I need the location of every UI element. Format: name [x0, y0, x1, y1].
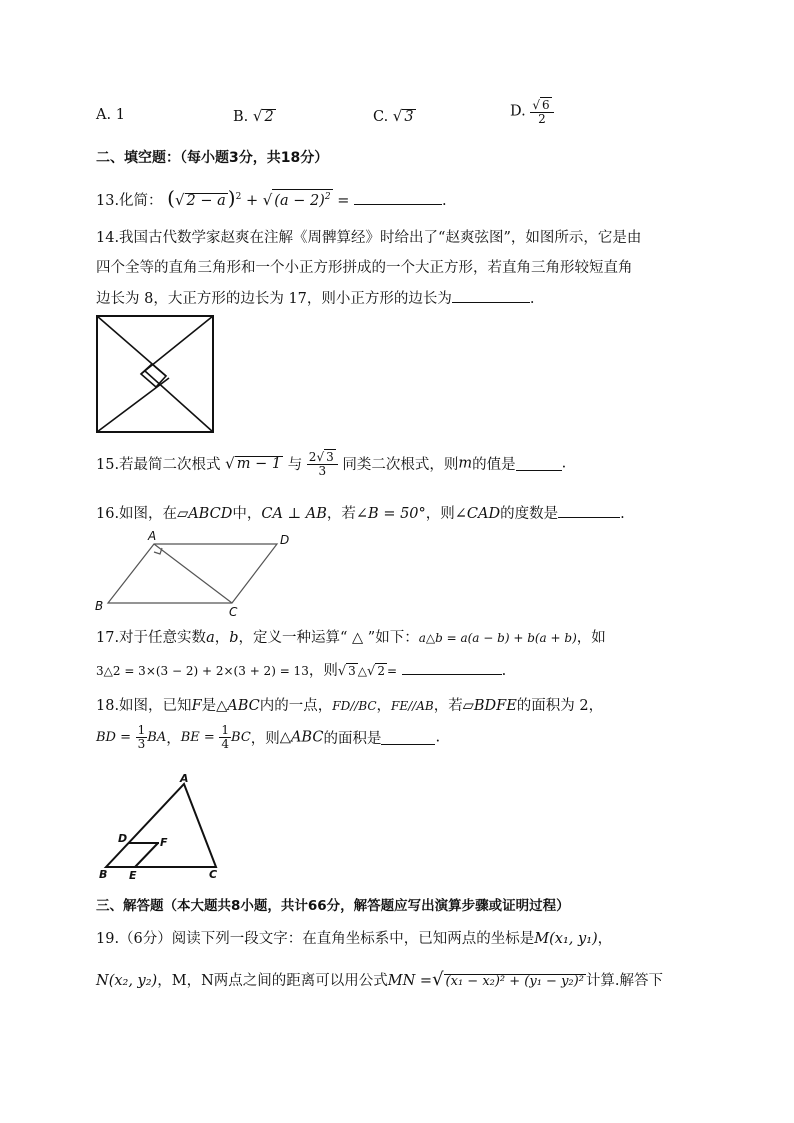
q13-answer-blank[interactable] [354, 190, 442, 205]
segment-fe [135, 843, 158, 867]
radical-sign: √ [252, 107, 263, 125]
option-c [373, 107, 416, 125]
q16-answer-blank[interactable] [558, 503, 620, 518]
q13-radicand-2: $(a - 2)^2$ [272, 189, 332, 208]
question-15: 15.若最简二次根式 √ m − 1 与 $\frac{2√ 3}{3}$ 同类二次根式，则m的值是 . [96, 450, 567, 478]
vertex-d: D [118, 832, 128, 845]
vertex-c: C [209, 868, 218, 881]
q13-prefix: 13.化简： [96, 193, 163, 209]
triangle-abc [106, 784, 216, 867]
q14-line-3-text: 边长为 8，大正方形的边长为 17，则小正方形的边长为 [96, 291, 452, 307]
q15-var: m [458, 455, 473, 472]
q18-line-1: 18.如图，已知F是△ABC内的一点，FD//BC，FE//AB，若▱BDFE的面积为 2， [96, 698, 604, 714]
option-d [510, 97, 554, 126]
zhao-shuang-figure [96, 315, 216, 435]
q14-line-2: 四个全等的直角三角形和一个小正方形拼成的一个大正方形，若直角三角形较短直角 [96, 260, 633, 276]
option-b-label: B. [233, 109, 249, 125]
outer-square [97, 316, 213, 432]
q13-plus: + [245, 193, 259, 209]
option-d-numerator: 6 [541, 98, 550, 112]
q16-condition-1: CA ⊥ AB [261, 506, 327, 522]
q19-point-m: M(x₁, y₁) [534, 931, 598, 947]
question-16: 16.如图，在▱ABCD中，CA ⊥ AB，若∠B = 50°，则∠CAD的度数是 . [96, 502, 625, 523]
option-d-fraction: $\frac{√ 6}{2}$ [530, 97, 553, 126]
section-heading-fill-in: 二、填空题：（每小题3分，共18分） [96, 150, 329, 166]
q18-answer-blank[interactable] [381, 730, 435, 745]
diagonal-ca [154, 544, 232, 603]
q18-be-fraction: $\frac{1}{4}$ [221, 723, 230, 751]
option-b-radicand: 2 [264, 109, 274, 125]
option-b [233, 107, 276, 125]
q16-asked-angle: ∠CAD [454, 506, 501, 522]
q15-prefix: 15.若最简二次根式 [96, 457, 221, 473]
option-d-denominator: 2 [538, 112, 546, 126]
vertex-c: C [229, 605, 238, 618]
section-heading-solutions: 三、解答题（本大题共8小题，共计66分，解答题应写出演算步骤或证明过程） [96, 898, 570, 914]
inner-triangle-lines [97, 316, 213, 432]
q17-definition: a△b = a(a − b) + b(a + b) [418, 631, 577, 645]
q15-suffix-2: 的值是 [472, 457, 516, 473]
radical-sign: √ [392, 107, 403, 125]
triangle-figure [98, 772, 228, 882]
q13-equals: = [337, 193, 350, 209]
q19-line-1: 19.（6分）阅读下列一段文字：在直角坐标系中，已知两点的坐标是M(x₁, y₁)， [96, 931, 613, 947]
q13-period: . [441, 193, 447, 209]
q19-formula-radicand: (x₁ − x₂)² + (y₁ − y₂)² [445, 974, 584, 989]
q15-fraction: $\frac{2√ 3}{3}$ [307, 449, 338, 478]
q14-answer-blank[interactable] [452, 288, 530, 303]
q18-line-2: BD = $\frac{1}{3}$ BA，BE = $\frac{1}{4}$ BC，则△ABC的面积是 . [96, 723, 441, 751]
vertex-a: A [148, 530, 157, 543]
q17-answer-blank[interactable] [402, 660, 502, 675]
q19-line-2: N(x₂, y₂)，M，N两点之间的距离可以用公式MN =√ (x₁ − x₂)² + (y₁ − y₂)² 计算.解答下 [96, 969, 664, 990]
q16-parallelogram: ▱ABCD [177, 506, 233, 522]
q13-radicand-1: 2 − a [186, 193, 226, 209]
vertex-f: F [160, 836, 168, 849]
q17-example: 3△2 = 3×(3 − 2) + 2×(3 + 2) = 13 [96, 664, 309, 678]
q15-suffix: 同类二次根式，则 [342, 457, 459, 473]
question-13: 13.化简： (√ 2 − a )$^2$ + √ $(a - 2)^2$ = . [96, 186, 447, 210]
q17-line-1: 17.对于任意实数a，b，定义一种运算“ △ ”如下：a△b = a(a − b) + b(a + b)，如 [96, 630, 606, 646]
vertex-a: A [180, 772, 189, 785]
q14-line-1: 14.我国古代数学家赵爽在注解《周髀算经》时给出了“赵爽弦图”，如图所示，它是由 [96, 230, 642, 246]
q15-answer-blank[interactable] [516, 456, 562, 471]
q14-line-3 [96, 287, 535, 308]
option-c-label: C. [373, 109, 389, 125]
q15-with: 与 [287, 457, 303, 473]
vertex-b: B [95, 599, 104, 613]
q14-period: . [529, 291, 535, 307]
parallelogram-figure [92, 530, 302, 618]
q15-radicand: m − 1 [236, 456, 282, 472]
option-d-label: D. [510, 103, 526, 120]
vertex-b: B [99, 868, 108, 881]
option-a: A. 1 [96, 107, 125, 123]
q18-bd-fraction: $\frac{1}{3}$ [137, 723, 146, 751]
option-c-radicand: 3 [404, 109, 414, 125]
q19-point-n: N(x₂, y₂) [96, 973, 158, 989]
q17-line-2: 3△2 = 3×(3 − 2) + 2×(3 + 2) = 13，则√ 3 △√ 2 = . [96, 659, 506, 680]
vertex-d: D [280, 533, 290, 547]
vertex-e: E [129, 869, 137, 882]
q16-condition-2: ∠B = 50° [355, 506, 426, 522]
